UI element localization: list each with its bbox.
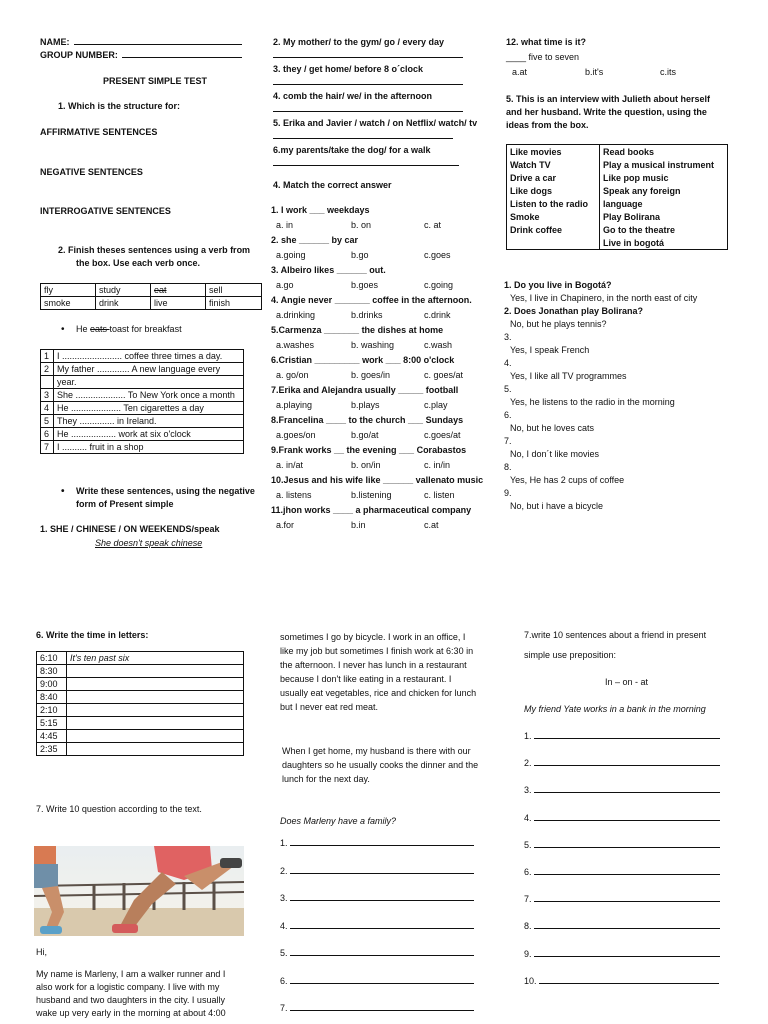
idea-left [507, 236, 600, 250]
interview [504, 280, 744, 514]
sentence-line[interactable] [524, 867, 734, 894]
time-words[interactable] [67, 665, 244, 678]
line-number: 5. [280, 948, 288, 958]
table-row [507, 184, 728, 197]
interview-answer: Yes, I live in Chapinero, in the north east of city [510, 293, 698, 303]
answer-blank[interactable] [290, 1010, 474, 1011]
answer-blank[interactable] [534, 901, 720, 902]
option-b[interactable]: b.drinks [351, 310, 383, 320]
example-pre: He [76, 324, 91, 334]
story-middle-2 [282, 744, 512, 786]
idea-right: Play Bolirana [600, 210, 728, 223]
order-prompts [273, 37, 498, 166]
verb-row [41, 297, 262, 310]
sentence-line[interactable] [524, 758, 734, 785]
line-number: 4. [280, 920, 288, 931]
table-row [507, 171, 728, 184]
story-line: usually eat vegetables, rice and chicken for lunch [280, 688, 477, 698]
q12-line[interactable]: ____ five to seven [506, 52, 580, 62]
example-struck: eats [90, 324, 110, 334]
interview-question: 2. Does Jonathan play Bolirana? [504, 306, 644, 316]
interview-answer: No, but he loves cats [510, 423, 595, 433]
question-line[interactable] [280, 893, 480, 921]
sentence-text[interactable]: He .................... Ten cigarettes a day [54, 402, 244, 415]
match-question: 7.Erika and Alejandra usually _____ football [271, 385, 459, 395]
answer-blank[interactable] [290, 900, 474, 901]
question-lines [280, 838, 480, 1023]
option-b[interactable]: b. on [351, 220, 372, 230]
answer-line[interactable] [273, 51, 463, 58]
interview-answer: Yes, I like all TV programmes [510, 371, 627, 381]
option-b[interactable]: b.in [351, 520, 366, 530]
verb-cell: study [96, 284, 151, 297]
time-cell: 5:15 [37, 717, 67, 730]
answer-blank[interactable] [290, 983, 474, 984]
sentence-line[interactable] [524, 785, 734, 812]
answer-blank[interactable] [290, 955, 474, 956]
sentence-number: 5 [41, 415, 54, 428]
line-number: 5. [524, 839, 532, 850]
line-number: 2. [280, 865, 288, 876]
sentence-line[interactable] [524, 840, 734, 867]
line-number: 7. [524, 894, 532, 905]
answer-blank[interactable] [290, 873, 474, 874]
verb-cell: finish [206, 297, 262, 310]
table-row [507, 223, 728, 236]
match-options [271, 310, 499, 325]
test-title: PRESENT SIMPLE TEST [103, 76, 208, 86]
q7-title: 7. Write 10 question according to the text. [36, 804, 202, 814]
idea-right: Read books [600, 145, 728, 159]
time-cell: 4:45 [37, 730, 67, 743]
table-row [41, 363, 244, 376]
idea-left: Watch TV [507, 158, 600, 171]
time-cell: 9:00 [37, 678, 67, 691]
table-row [37, 691, 244, 704]
idea-right: Go to the theatre [600, 223, 728, 236]
interview-question[interactable]: 8. [504, 462, 512, 472]
table-row [41, 428, 244, 441]
line-number: 6. [524, 866, 532, 877]
interview-answer: No, I don´t like movies [510, 449, 600, 459]
negative-label: NEGATIVE SENTENCES [40, 167, 143, 177]
option-a[interactable]: a.go [276, 280, 294, 290]
interrogative-label: INTERROGATIVE SENTENCES [40, 206, 171, 216]
interview-question[interactable]: 5. [504, 384, 512, 394]
sentence-number: 6 [41, 428, 54, 441]
time-cell: 8:30 [37, 665, 67, 678]
friend-example: My friend Yate works in a bank in the morning [524, 704, 706, 714]
time-cell: 2:35 [37, 743, 67, 756]
negative-instruction-2: form of Present simple [76, 499, 174, 509]
time-words[interactable] [67, 743, 244, 756]
match-options [271, 220, 499, 235]
time-cell: 6:10 [37, 652, 67, 665]
line-number: 1. [280, 838, 288, 848]
option-b[interactable]: b.listening [351, 490, 392, 500]
group-label: GROUP NUMBER: [40, 50, 118, 60]
option-c[interactable]: c. in/in [424, 460, 451, 470]
story-line: because I don't like eating in a restaurant. I [280, 674, 452, 684]
option-c[interactable]: c. at [424, 220, 442, 230]
idea-right: Play a musical instrument [600, 158, 728, 171]
table-row [507, 158, 728, 171]
option-a[interactable]: a.goes/on [276, 430, 316, 440]
option-c[interactable]: c.play [424, 400, 448, 410]
option-c[interactable]: c.going [424, 280, 454, 290]
question-line[interactable] [280, 921, 480, 949]
runners-photo [34, 846, 244, 936]
table-row [37, 743, 244, 756]
idea-left: Drink coffee [507, 223, 600, 236]
match-options [271, 370, 499, 385]
sentence-text[interactable]: I ........................ coffee three times a day. [54, 350, 244, 363]
negative-answer: She doesn't speak chinese [95, 538, 203, 548]
name-blank[interactable] [74, 44, 242, 45]
sentence-line[interactable] [524, 921, 734, 948]
q12-option-b[interactable]: b.it's [585, 67, 604, 77]
section5-intro-1: 5. This is an interview with Julieth about herself [506, 94, 711, 104]
friend-instruction-2: simple use preposition: [524, 650, 617, 660]
sentence-line[interactable] [524, 949, 734, 976]
option-b[interactable]: b.plays [351, 400, 380, 410]
sentence-line[interactable] [524, 894, 734, 921]
option-a[interactable]: a. go/on [276, 370, 309, 380]
story-line: also work for a logistic company. I live with my [36, 982, 220, 992]
name-field[interactable] [40, 37, 242, 47]
section5-intro-3: ideas from the box. [506, 120, 589, 130]
sentence-text[interactable]: They .............. in Ireland. [54, 415, 244, 428]
friend-instruction-1: 7.write 10 sentences about a friend in present [524, 630, 707, 640]
match-question: 2. she ______ by car [271, 235, 359, 245]
section2-instruction-2: the box. Use each verb once. [76, 258, 201, 268]
match-options [271, 520, 499, 535]
idea-left: Listen to the radio [507, 197, 600, 210]
table-row [37, 704, 244, 717]
structure-question: 1. Which is the structure for: [58, 101, 181, 111]
idea-right: Speak any foreign [600, 184, 728, 197]
line-number: 4. [524, 812, 532, 823]
line-number: 2. [524, 758, 532, 769]
time-cell: 8:40 [37, 691, 67, 704]
answer-blank[interactable] [534, 820, 720, 821]
sentence-number: 4 [41, 402, 54, 415]
sentence-text[interactable]: She .................... To New York once a month [54, 389, 244, 402]
story-line: My name is Marleny, I am a walker runner and I [36, 969, 226, 979]
sentence-number: 3 [41, 389, 54, 402]
idea-left: Like dogs [507, 184, 600, 197]
q12-option-a[interactable]: a.at [512, 67, 528, 77]
question-example: Does Marleny have a family? [280, 816, 397, 826]
option-b[interactable]: b. washing [351, 340, 395, 350]
idea-left: Like movies [507, 145, 600, 159]
option-a[interactable]: a. in/at [276, 460, 304, 470]
answer-blank[interactable] [539, 983, 719, 984]
question-line[interactable] [280, 948, 480, 976]
verb-cell: fly [41, 284, 96, 297]
table-row [37, 665, 244, 678]
line-number: 3. [524, 785, 532, 796]
match-question: 8.Francelina ____ to the church ___ Sundays [271, 415, 464, 425]
verb-cell: drink [96, 297, 151, 310]
match-question: 1. I work ___ weekdays [271, 205, 370, 215]
interview-answer: Yes, I speak French [510, 345, 590, 355]
interview-answer: Yes, he listens to the radio in the morning [510, 397, 675, 407]
interview-question[interactable]: 3. [504, 332, 512, 342]
sentence-text[interactable]: year. [54, 376, 244, 389]
question-line[interactable] [280, 1003, 480, 1023]
line-number: 9. [524, 948, 532, 959]
option-b[interactable]: b.go/at [351, 430, 379, 440]
q12-option-c[interactable]: c.its [660, 67, 677, 77]
idea-left: Drive a car [507, 171, 600, 184]
answer-blank[interactable] [534, 738, 720, 739]
table-row [507, 236, 728, 250]
time-words[interactable]: It's ten past six [67, 652, 244, 665]
answer-line[interactable] [273, 105, 463, 112]
story-line: like my job but sometimes I finish work at 6:30 in [280, 646, 474, 656]
option-a[interactable]: a. in [276, 220, 294, 230]
option-c[interactable]: c. goes/at [424, 370, 464, 380]
answer-line[interactable] [273, 159, 459, 166]
table-row [37, 652, 244, 665]
table-row [37, 730, 244, 743]
question-line[interactable] [280, 838, 480, 866]
sentence-line[interactable] [524, 731, 734, 758]
story-line: lunch for the next day. [282, 774, 370, 784]
option-c[interactable]: c.drink [424, 310, 451, 320]
time-words[interactable] [67, 691, 244, 704]
answer-blank[interactable] [534, 792, 720, 793]
table-row [507, 197, 728, 210]
match-question: 3. Albeiro likes ______ out. [271, 265, 386, 275]
table-row [37, 717, 244, 730]
example-post: toast for breakfast [109, 324, 182, 334]
negative-instruction-1: • Write these sentences, using the negative [76, 486, 255, 496]
match-question: 4. Angie never _______ coffee in the afternoon. [271, 295, 472, 305]
answer-blank[interactable] [534, 765, 720, 766]
story-middle [280, 630, 510, 714]
match-question: 5.Carmenza _______ the dishes at home [271, 325, 444, 335]
interview-answer: Yes, He has 2 cups of coffee [510, 475, 625, 485]
option-c[interactable]: c.wash [424, 340, 453, 350]
sentence-number: 1 [41, 350, 54, 363]
answer-line[interactable] [273, 132, 453, 139]
verb-cell: sell [206, 284, 262, 297]
interview-question[interactable]: 9. [504, 488, 512, 498]
interview-question: 1. Do you live in Bogotá? [504, 280, 612, 290]
time-table [36, 651, 244, 756]
answer-blank[interactable] [534, 847, 720, 848]
line-number: 1. [524, 731, 532, 741]
match-options [271, 250, 499, 265]
question-line[interactable] [280, 976, 480, 1004]
fill-sentences-table [40, 349, 244, 454]
story-line: wake up very early in the morning at about 4:00 [36, 1008, 226, 1018]
story-line: sometimes I go by bicycle. I work in an office, I [280, 632, 466, 642]
ideas-box [506, 144, 728, 250]
time-title: 6. Write the time in letters: [36, 630, 149, 640]
match-question: 6.Cristian _________ work ___ 8:00 o'clock [271, 355, 455, 365]
time-cell: 2:10 [37, 704, 67, 717]
question-line[interactable] [280, 866, 480, 894]
table-row [41, 389, 244, 402]
line-number: 10. [524, 975, 537, 986]
prepositions: In – on - at [605, 677, 649, 687]
match-options [271, 340, 499, 355]
sentence-number [41, 376, 54, 389]
story-line: the afternoon. I never has lunch in a restaurant [280, 660, 467, 670]
table-row [41, 415, 244, 428]
answer-blank[interactable] [534, 956, 720, 957]
option-a[interactable]: a.playing [276, 400, 313, 410]
group-field[interactable] [40, 50, 242, 60]
section5-intro-2: and her husband. Write the question, using the [506, 107, 707, 117]
sentence-number: 2 [41, 363, 54, 376]
option-a[interactable]: a.going [276, 250, 306, 260]
option-c[interactable]: c.at [424, 520, 439, 530]
option-b[interactable]: b. on/in [351, 460, 381, 470]
story-line: When I get home, my husband is there with our [282, 746, 471, 756]
line-number: 3. [280, 893, 288, 903]
table-row [41, 441, 244, 454]
match-options [271, 460, 499, 475]
match-options [271, 430, 499, 445]
table-row [41, 402, 244, 415]
line-number: 8. [524, 921, 532, 932]
option-c[interactable]: c.goes [424, 250, 451, 260]
affirmative-label: AFFIRMATIVE SENTENCES [40, 127, 158, 137]
match-title: 4. Match the correct answer [273, 180, 392, 190]
runners-illustration [34, 846, 244, 936]
answer-blank[interactable] [534, 874, 720, 875]
verb-cell: smoke [41, 297, 96, 310]
time-words[interactable] [67, 730, 244, 743]
option-b[interactable]: b.goes [351, 280, 379, 290]
option-c[interactable]: c.goes/at [424, 430, 461, 440]
time-words[interactable] [67, 717, 244, 730]
match-question: 9.Frank works __ the evening ___ Corabastos [271, 445, 467, 455]
match-question: 11.jhon works ____ a pharmaceutical company [271, 505, 472, 515]
idea-left: Smoke [507, 210, 600, 223]
verb-cell-used: eat [151, 284, 206, 297]
interview-answer: No, but i have a bicycle [510, 501, 604, 511]
match-question: 10.Jesus and his wife like ______ vallenato music [271, 475, 484, 485]
idea-right: language [600, 197, 728, 210]
verb-cell: live [151, 297, 206, 310]
table-row [41, 350, 244, 363]
story-greeting: Hi, [36, 947, 47, 957]
story-left [36, 968, 261, 1020]
sentence-text[interactable]: I .......... fruit in a shop [54, 441, 244, 454]
group-blank[interactable] [122, 57, 242, 58]
idea-right: Like pop music [600, 171, 728, 184]
answer-blank[interactable] [290, 845, 474, 846]
option-a[interactable]: a. listens [276, 490, 312, 500]
table-row [37, 678, 244, 691]
answer-line[interactable] [273, 78, 463, 85]
story-line: husband and two daughters in the city. I usually [36, 995, 225, 1005]
sentence-number: 7 [41, 441, 54, 454]
interview-question[interactable]: 6. [504, 410, 512, 420]
interview-question[interactable]: 4. [504, 358, 512, 368]
interview-question[interactable]: 7. [504, 436, 512, 446]
section2-instruction-1: 2. Finish theses sentences using a verb from [58, 245, 251, 255]
interview-answer: No, but he plays tennis? [510, 319, 607, 329]
option-a[interactable]: a.for [276, 520, 295, 530]
option-a[interactable]: a.drinking [276, 310, 316, 320]
line-number: 6. [280, 975, 288, 986]
table-row [41, 376, 244, 389]
idea-right: Live in bogotá [600, 236, 728, 250]
prompt-5: 5. Erika and Javier / watch / on Netflix/ watch/ tv [273, 118, 478, 128]
sentence-line[interactable] [524, 813, 734, 840]
match-options [271, 400, 499, 415]
prompt-2: 2. My mother/ to the gym/ go / every day [273, 37, 445, 47]
story-line: daughters so he usually cooks the dinner and the [282, 760, 479, 770]
answer-blank[interactable] [290, 928, 474, 929]
story-line: but I never eat red meat. [280, 702, 379, 712]
option-b[interactable]: b. goes/in [351, 370, 391, 380]
prompt-3: 3. they / get home/ before 8 o´clock [273, 64, 424, 74]
friend-lines [524, 731, 734, 996]
table-row [507, 145, 728, 159]
sentence-text[interactable]: He .................. work at six o'clock [54, 428, 244, 441]
time-words[interactable] [67, 704, 244, 717]
prompt-6: 6.my parents/take the dog/ for a walk [273, 145, 431, 155]
verb-row [41, 284, 262, 297]
match-list [271, 205, 499, 535]
option-c[interactable]: c. listen [424, 490, 455, 500]
table-row [507, 210, 728, 223]
sentence-line[interactable] [524, 976, 734, 996]
name-label: NAME: [40, 37, 70, 47]
match-options [271, 280, 499, 295]
match-options [271, 490, 499, 505]
prompt-4: 4. comb the hair/ we/ in the afternoon [273, 91, 433, 101]
sentence-text[interactable]: My father ............. A new language every [54, 363, 244, 376]
option-b[interactable]: b.go [351, 250, 369, 260]
time-words[interactable] [67, 678, 244, 691]
negative-item: 1. SHE / CHINESE / ON WEEKENDS/speak [40, 524, 220, 534]
line-number: 7. [280, 1003, 288, 1013]
verb-box [40, 283, 262, 310]
q12-title: 12. what time is it? [506, 37, 587, 47]
answer-blank[interactable] [534, 928, 720, 929]
example-sentence [76, 324, 182, 334]
option-a[interactable]: a.washes [276, 340, 315, 350]
